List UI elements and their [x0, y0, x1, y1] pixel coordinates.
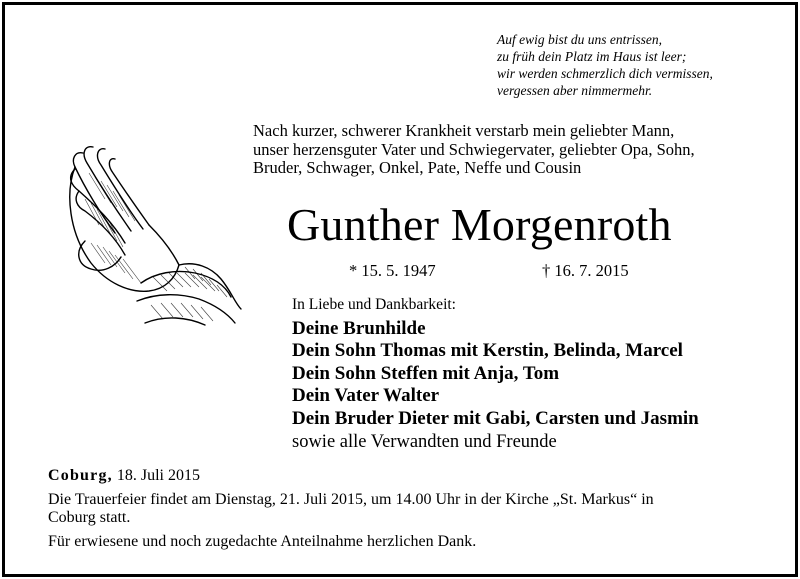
praying-hands-icon [45, 133, 245, 343]
mourner-line: Dein Sohn Steffen mit Anja, Tom [292, 362, 560, 384]
mourners-list [292, 318, 699, 430]
relatives-line: sowie alle Verwandten und Freunde [292, 432, 557, 452]
mourner-line: Dein Bruder Dieter mit Gabi, Carsten und Jasmin [292, 407, 699, 429]
birth-date: * 15. 5. 1947 [349, 261, 436, 280]
mourner-line: Dein Vater Walter [292, 385, 440, 407]
death-date: † 16. 7. 2015 [542, 261, 629, 280]
mourner-line: Deine Brunhilde [292, 318, 426, 339]
footer [48, 467, 768, 551]
poem-line: wir werden schmerzlich dich vermissen, [497, 66, 713, 81]
deceased-name: Gunther Morgenroth [287, 199, 672, 250]
service-line: Die Trauerfeier findet am Dienstag, 21. Juli 2015, um 14.00 Uhr in der Kirche „St. Markus“ in [48, 491, 654, 508]
intro-text [253, 122, 773, 178]
city: Coburg, [48, 467, 113, 484]
obituary-notice [2, 2, 798, 577]
poem-line: zu früh dein Platz im Haus ist leer; [497, 49, 687, 64]
intro-line: Bruder, Schwager, Onkel, Pate, Neffe und Cousin [253, 158, 582, 177]
notice-date: 18. Juli 2015 [116, 467, 200, 484]
memorial-poem [497, 31, 713, 99]
place-date [48, 467, 768, 485]
service-info [48, 491, 768, 527]
poem-line: Auf ewig bist du uns entrissen, [497, 32, 662, 47]
mourner-line: Dein Sohn Thomas mit Kerstin, Belinda, Marcel [292, 340, 683, 362]
intro-line: Nach kurzer, schwerer Krankheit verstarb mein geliebter Mann, [253, 121, 675, 140]
thanks-line: Für erwiesene und noch zugedachte Anteilnahme herzlichen Dank. [48, 533, 477, 550]
service-line: Coburg statt. [48, 509, 131, 526]
mourning-label: In Liebe und Dankbarkeit: [292, 296, 456, 313]
poem-line: vergessen aber nimmermehr. [497, 83, 653, 98]
intro-line: unser herzensguter Vater und Schwiegervater, geliebter Opa, Sohn, [253, 139, 695, 159]
